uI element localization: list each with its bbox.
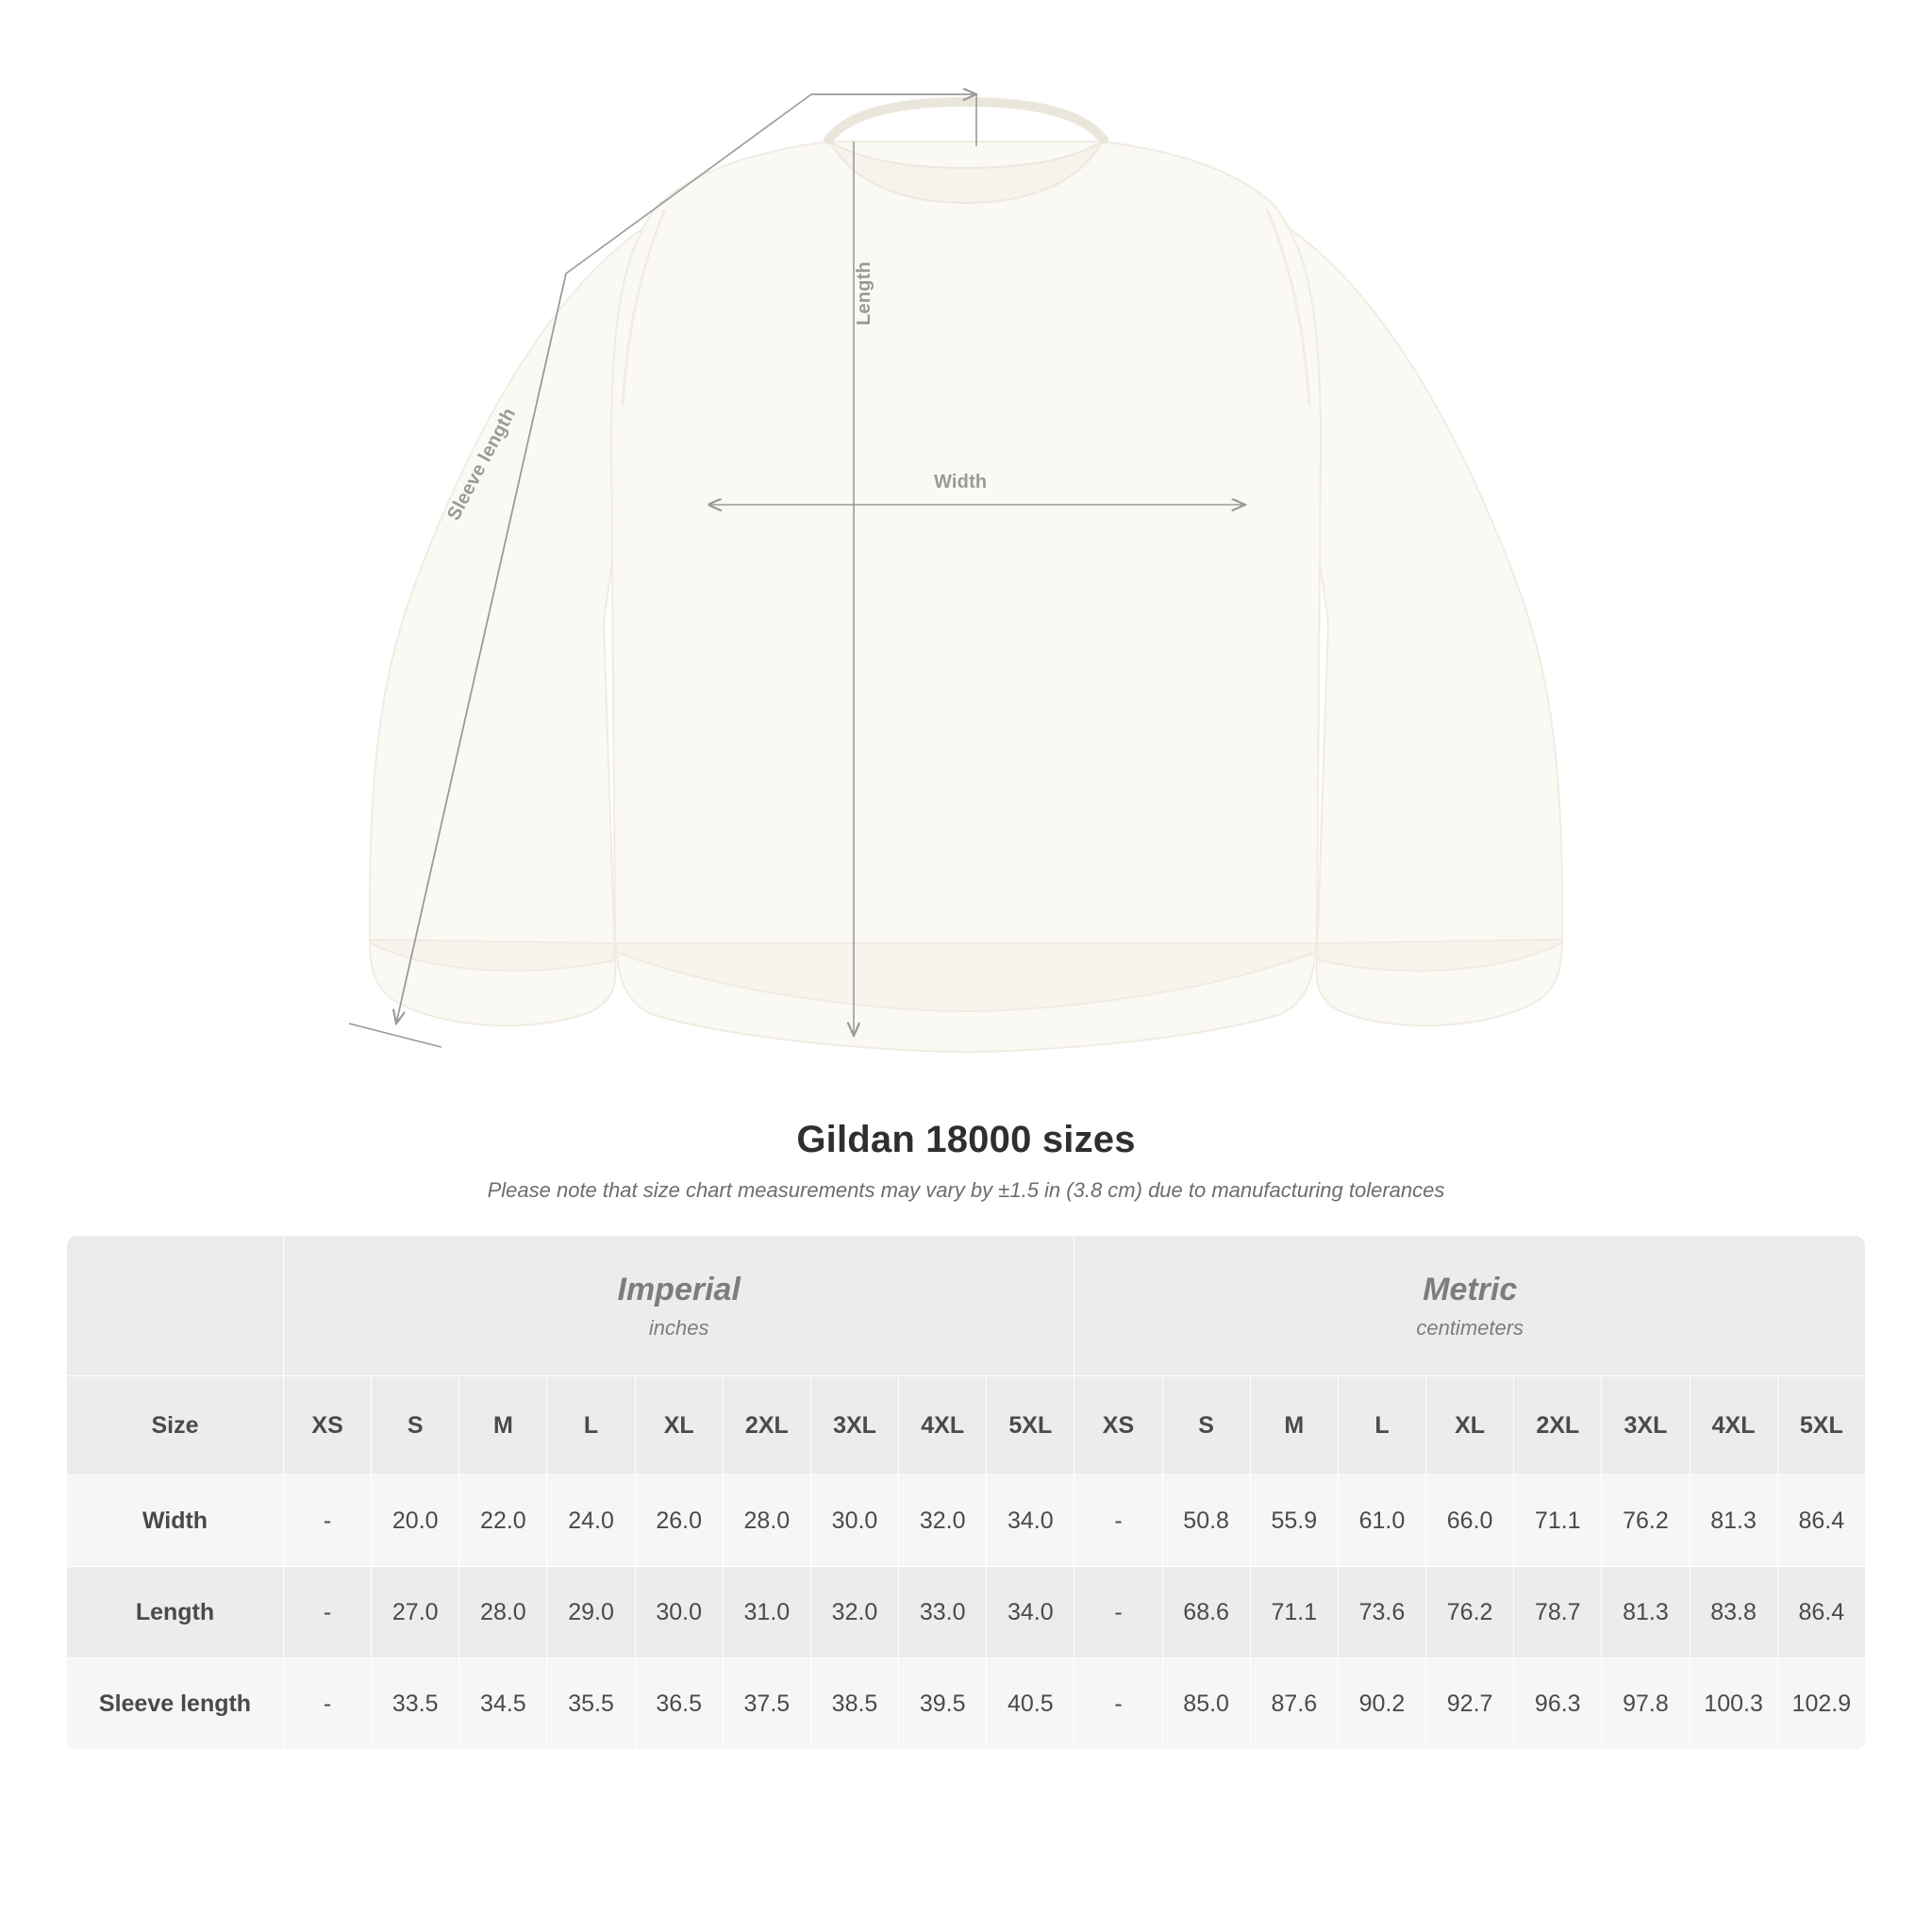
- cell-width-metric-5xl: 86.4: [1777, 1475, 1865, 1567]
- size-col-metric-xl: XL: [1426, 1376, 1514, 1475]
- sweatshirt-shape: [370, 102, 1562, 1052]
- cell-sleeve-imperial-m: 34.5: [459, 1658, 547, 1750]
- cell-width-imperial-xl: 26.0: [635, 1475, 723, 1567]
- cell-width-imperial-4xl: 32.0: [899, 1475, 987, 1567]
- size-table: [66, 1235, 1866, 1750]
- cell-sleeve-imperial-3xl: 38.5: [810, 1658, 898, 1750]
- cell-length-imperial-m: 28.0: [459, 1567, 547, 1658]
- size-col-imperial-4xl: 4XL: [899, 1376, 987, 1475]
- size-col-metric-l: L: [1338, 1376, 1425, 1475]
- cell-sleeve-imperial-s: 33.5: [372, 1658, 459, 1750]
- cell-width-metric-3xl: 76.2: [1602, 1475, 1690, 1567]
- size-col-imperial-xs: XS: [284, 1376, 372, 1475]
- cell-length-imperial-l: 29.0: [547, 1567, 635, 1658]
- cell-sleeve-metric-2xl: 96.3: [1514, 1658, 1602, 1750]
- size-col-imperial-5xl: 5XL: [987, 1376, 1074, 1475]
- cell-width-metric-s: 50.8: [1162, 1475, 1250, 1567]
- size-header-cell: Size: [67, 1376, 284, 1475]
- cell-sleeve-metric-l: 90.2: [1338, 1658, 1425, 1750]
- cell-sleeve-imperial-xl: 36.5: [635, 1658, 723, 1750]
- cell-width-metric-4xl: 81.3: [1690, 1475, 1777, 1567]
- cell-length-imperial-xs: -: [284, 1567, 372, 1658]
- cell-width-imperial-s: 20.0: [372, 1475, 459, 1567]
- cell-length-imperial-3xl: 32.0: [810, 1567, 898, 1658]
- size-col-metric-3xl: 3XL: [1602, 1376, 1690, 1475]
- cell-sleeve-metric-5xl: 102.9: [1777, 1658, 1865, 1750]
- cell-length-imperial-s: 27.0: [372, 1567, 459, 1658]
- size-table-wrapper: [66, 1235, 1866, 1750]
- size-col-metric-4xl: 4XL: [1690, 1376, 1777, 1475]
- cell-length-metric-3xl: 81.3: [1602, 1567, 1690, 1658]
- cell-sleeve-metric-xl: 92.7: [1426, 1658, 1514, 1750]
- size-col-imperial-m: M: [459, 1376, 547, 1475]
- unit-corner-cell: [67, 1236, 284, 1376]
- cell-sleeve-imperial-xs: -: [284, 1658, 372, 1750]
- length-label: Length: [854, 261, 874, 325]
- cell-width-metric-2xl: 71.1: [1514, 1475, 1602, 1567]
- cell-sleeve-metric-m: 87.6: [1250, 1658, 1338, 1750]
- size-col-imperial-s: S: [372, 1376, 459, 1475]
- page-title: Gildan 18000 sizes: [796, 1119, 1136, 1160]
- cell-length-imperial-2xl: 31.0: [723, 1567, 810, 1658]
- cell-length-imperial-xl: 30.0: [635, 1567, 723, 1658]
- size-col-imperial-l: L: [547, 1376, 635, 1475]
- row-label-sleeve-length: Sleeve length: [67, 1658, 284, 1750]
- size-col-metric-5xl: 5XL: [1777, 1376, 1865, 1475]
- cell-length-metric-l: 73.6: [1338, 1567, 1425, 1658]
- cell-length-metric-2xl: 78.7: [1514, 1567, 1602, 1658]
- cell-sleeve-imperial-4xl: 39.5: [899, 1658, 987, 1750]
- cell-width-metric-l: 61.0: [1338, 1475, 1425, 1567]
- cell-width-imperial-l: 24.0: [547, 1475, 635, 1567]
- cell-length-metric-s: 68.6: [1162, 1567, 1250, 1658]
- cell-width-metric-xs: -: [1074, 1475, 1162, 1567]
- unit-group-imperial-sub: inches: [648, 1315, 709, 1340]
- tolerance-note: Please note that size chart measurements may vary by ±1.5 in (3.8 cm) due to manufacturing tolerances: [487, 1178, 1445, 1202]
- size-col-metric-s: S: [1162, 1376, 1250, 1475]
- cell-width-imperial-5xl: 34.0: [987, 1475, 1074, 1567]
- cell-sleeve-metric-3xl: 97.8: [1602, 1658, 1690, 1750]
- row-label-width: Width: [67, 1475, 284, 1567]
- table-row: [67, 1475, 1866, 1567]
- size-header-row: [67, 1376, 1866, 1475]
- size-col-imperial-3xl: 3XL: [810, 1376, 898, 1475]
- unit-group-imperial: [284, 1236, 1074, 1376]
- cell-width-imperial-xs: -: [284, 1475, 372, 1567]
- cell-length-metric-5xl: 86.4: [1777, 1567, 1865, 1658]
- cell-length-imperial-4xl: 33.0: [899, 1567, 987, 1658]
- unit-group-metric-sub: centimeters: [1416, 1315, 1524, 1340]
- row-label-length: Length: [67, 1567, 284, 1658]
- cell-sleeve-imperial-2xl: 37.5: [723, 1658, 810, 1750]
- size-col-imperial-xl: XL: [635, 1376, 723, 1475]
- cell-width-metric-xl: 66.0: [1426, 1475, 1514, 1567]
- size-col-metric-m: M: [1250, 1376, 1338, 1475]
- unit-group-metric: [1074, 1236, 1866, 1376]
- cell-sleeve-metric-s: 85.0: [1162, 1658, 1250, 1750]
- cell-length-metric-xl: 76.2: [1426, 1567, 1514, 1658]
- cell-sleeve-metric-4xl: 100.3: [1690, 1658, 1777, 1750]
- cell-sleeve-imperial-5xl: 40.5: [987, 1658, 1074, 1750]
- cell-sleeve-imperial-l: 35.5: [547, 1658, 635, 1750]
- cell-width-imperial-3xl: 30.0: [810, 1475, 898, 1567]
- cell-width-metric-m: 55.9: [1250, 1475, 1338, 1567]
- cell-length-metric-m: 71.1: [1250, 1567, 1338, 1658]
- cell-length-imperial-5xl: 34.0: [987, 1567, 1074, 1658]
- width-label: Width: [934, 472, 988, 492]
- cell-length-metric-4xl: 83.8: [1690, 1567, 1777, 1658]
- unit-group-metric-name: Metric: [1423, 1271, 1518, 1307]
- size-col-metric-xs: XS: [1074, 1376, 1162, 1475]
- cell-length-metric-xs: -: [1074, 1567, 1162, 1658]
- unit-group-imperial-name: Imperial: [617, 1271, 741, 1307]
- table-row: [67, 1658, 1866, 1750]
- size-col-metric-2xl: 2XL: [1514, 1376, 1602, 1475]
- cell-width-imperial-m: 22.0: [459, 1475, 547, 1567]
- sleeve-length-label: Sleeve length: [443, 404, 521, 525]
- table-row: [67, 1567, 1866, 1658]
- unit-header-row: [67, 1236, 1866, 1376]
- chart-heading-block: [0, 1119, 1932, 1203]
- cell-sleeve-metric-xs: -: [1074, 1658, 1162, 1750]
- cell-width-imperial-2xl: 28.0: [723, 1475, 810, 1567]
- size-col-imperial-2xl: 2XL: [723, 1376, 810, 1475]
